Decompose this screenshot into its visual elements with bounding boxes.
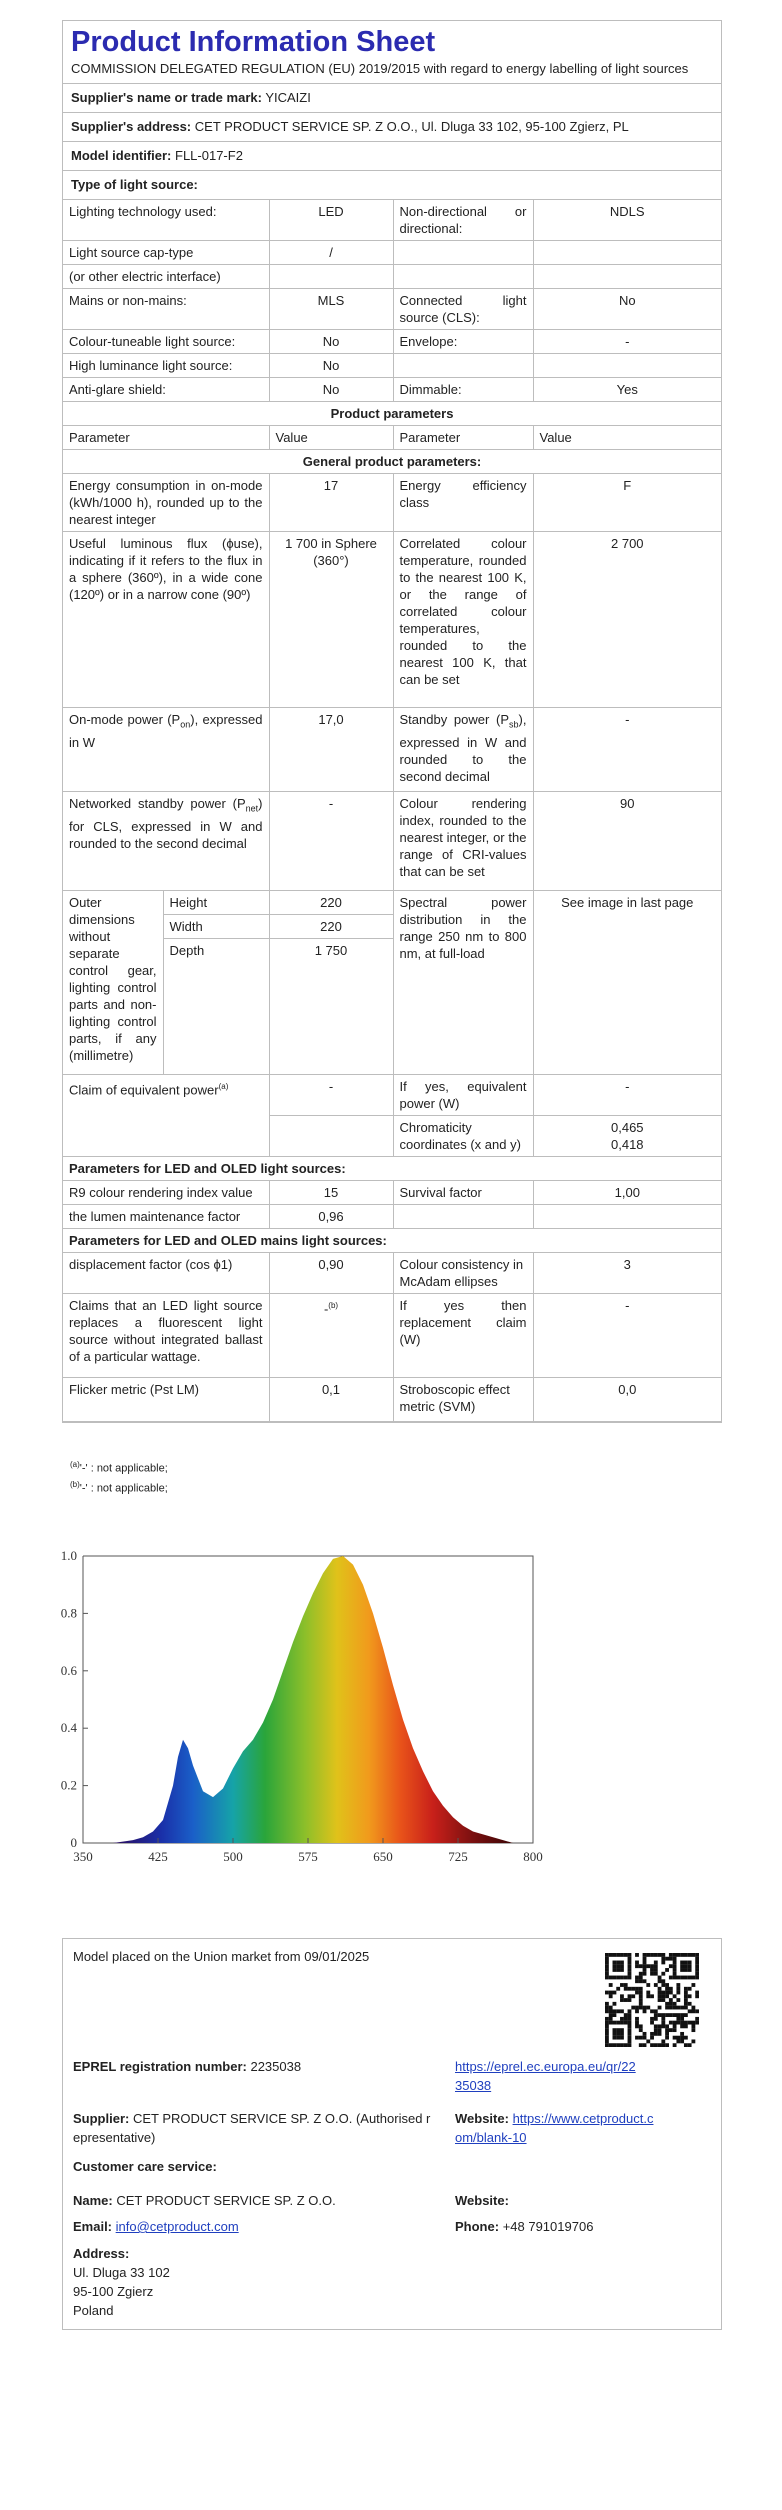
y-tick-label: 1.0 — [60, 1548, 77, 1563]
colour-temperature-label: Correlated colour temperature, rounded to the nearest 100 K, or the range of correlated colour temperatures, rounded to the nearest 100 K, that can be set — [393, 532, 533, 708]
displacement-factor-value: 0,90 — [269, 1253, 393, 1294]
supplier-address-label: Supplier's address: — [71, 119, 192, 134]
care-phone-row: Phone: +48 791019706 — [455, 2219, 594, 2234]
product-information-sheet — [62, 20, 722, 1423]
supplier-website-row: Website: https://www.cetproduct.c om/blank-10 — [455, 2111, 654, 2145]
type-value-2 — [533, 354, 721, 378]
networked-standby-label: Networked standby power $(P_{net})$ for CLS, expressed in W and rounded to the second decimal — [63, 792, 269, 891]
type-value-2: No — [533, 289, 721, 330]
depth-label: Depth — [163, 939, 269, 1075]
footer-panel — [62, 1938, 722, 2330]
x-tick-label: 350 — [73, 1849, 93, 1864]
colour-rendering-value: 90 — [533, 792, 721, 891]
x-tick-label: 650 — [373, 1849, 393, 1864]
luminous-flux-label: Useful luminous flux (ϕuse), indicating if it refers to the flux in a sphere (360º), in a wide cone (120º) or in a narrow cone (90º) — [63, 532, 269, 708]
market-date-text: Model placed on the Union market from 09/01/2025 — [73, 1949, 370, 1964]
claim-equivalent-power-value: - — [269, 1075, 393, 1116]
energy-efficiency-value: F — [533, 474, 721, 532]
eprel-link[interactable]: https://eprel.ec.europa.eu/qr/22 35038 — [455, 2059, 636, 2093]
y-tick-label: 0.6 — [60, 1662, 77, 1678]
type-row — [63, 265, 721, 289]
type-value-2 — [533, 241, 721, 265]
width-label: Width — [163, 915, 269, 939]
spectrum-area — [113, 1556, 513, 1843]
qr-code-icon[interactable] — [605, 1953, 699, 2047]
empty-cell — [269, 1116, 393, 1157]
equivalent-power-label: If yes, equivalent power (W) — [393, 1075, 533, 1116]
page-title: Product Information Sheet — [71, 26, 436, 58]
luminous-flux-value: 1 700 in Sphere (360°) — [269, 532, 393, 708]
y-tick-label: 0 — [70, 1835, 77, 1850]
type-label: Mains or non-mains: — [63, 289, 269, 330]
empty-cell — [393, 1205, 533, 1229]
product-parameters-heading: Product parameters — [63, 402, 721, 426]
care-website-label: Website: — [455, 2193, 509, 2208]
led-parameters-heading: Parameters for LED and OLED light sources: — [63, 1157, 721, 1181]
parameters-table — [63, 401, 721, 1422]
type-label: Anti-glare shield: — [63, 378, 269, 402]
eprel-row — [73, 2057, 301, 2076]
replacement-claim-label: Claims that an LED light source replaces a fluorescent light source without integrated ballast of a particular wattage. — [63, 1294, 269, 1378]
standby-power-label: Standby power $(P_{sb})$, expressed in W and rounded to the second decimal — [393, 708, 533, 792]
depth-value: 1 750 — [269, 939, 393, 1075]
colour-consistency-value: 3 — [533, 1253, 721, 1294]
type-label: Lighting technology used: — [63, 200, 269, 241]
x-tick-label: 425 — [148, 1849, 168, 1864]
type-value: No — [269, 378, 393, 402]
width-value: 220 — [269, 915, 393, 939]
type-label: Light source cap-type — [63, 241, 269, 265]
type-label-2: Dimmable: — [393, 378, 533, 402]
type-label: High luminance light source: — [63, 354, 269, 378]
supplier-name-label: Supplier's name or trade mark: — [71, 90, 262, 105]
stroboscopic-label: Stroboscopic effect metric (SVM) — [393, 1378, 533, 1422]
spectral-distribution-chart — [50, 1510, 570, 1870]
model-identifier-value: FLL-017-F2 — [175, 148, 243, 163]
type-value: No — [269, 330, 393, 354]
supplier-name-row — [63, 84, 721, 113]
col-parameter: Parameter — [63, 426, 269, 450]
equivalent-power-value: - — [533, 1075, 721, 1116]
spectral-distribution-label: Spectral power distribution in the range 250 nm to 800 nm, at full-load — [393, 891, 533, 1075]
type-value: LED — [269, 200, 393, 241]
energy-consumption-value: 17 — [269, 474, 393, 532]
type-value: No — [269, 354, 393, 378]
colour-rendering-label: Colour rendering index, rounded to the nearest integer, or the range of CRI-values that can be set — [393, 792, 533, 891]
y-tick-label: 0.4 — [60, 1720, 77, 1736]
type-label: Colour-tuneable light source: — [63, 330, 269, 354]
height-value: 220 — [269, 891, 393, 915]
type-value-2: - — [533, 330, 721, 354]
col-value: Value — [269, 426, 393, 450]
survival-factor-value: 1,00 — [533, 1181, 721, 1205]
care-address-block: Address: Ul. Dluga 33 102 95-100 Zgierz Poland — [73, 2246, 170, 2318]
x-tick-label: 800 — [523, 1849, 543, 1864]
y-tick-label: 0.2 — [60, 1777, 77, 1793]
chromaticity-value: 0,465 0,418 — [533, 1116, 721, 1157]
type-value — [269, 265, 393, 289]
email-link[interactable]: info@cetproduct.com — [115, 2219, 239, 2234]
supplier-row: Supplier: CET PRODUCT SERVICE SP. Z O.O. (Authorised r epresentative) — [73, 2111, 431, 2145]
type-value-2: Yes — [533, 378, 721, 402]
x-tick-label: 575 — [298, 1849, 318, 1864]
type-row — [63, 241, 721, 265]
general-parameters-heading: General product parameters: — [63, 450, 721, 474]
care-name-row: Name: CET PRODUCT SERVICE SP. Z O.O. — [73, 2193, 336, 2208]
type-row — [63, 354, 721, 378]
type-value-2 — [533, 265, 721, 289]
displacement-factor-label: displacement factor (cos ϕ1) — [63, 1253, 269, 1294]
type-value-2: NDLS — [533, 200, 721, 241]
mains-parameters-heading: Parameters for LED and OLED mains light sources: — [63, 1229, 721, 1253]
standby-power-value: - — [533, 708, 721, 792]
empty-cell — [533, 1205, 721, 1229]
spectral-distribution-value: See image in last page — [533, 891, 721, 1075]
y-tick-label: 0.8 — [60, 1605, 77, 1621]
supplier-website-link[interactable]: https://www.cetproduct.c — [512, 2111, 654, 2126]
type-label-2 — [393, 241, 533, 265]
replacement-claim-w-label: If yes then replacement claim (W) — [393, 1294, 533, 1378]
colour-consistency-label: Colour consistency in McAdam ellipses — [393, 1253, 533, 1294]
type-label-2 — [393, 265, 533, 289]
outer-dimensions-label: Outer dimensions without separate control gear, lighting control parts and non-lighting control parts, if any (millimetre) — [63, 891, 163, 1075]
stroboscopic-value: 0,0 — [533, 1378, 721, 1422]
eprel-label: EPREL registration number: — [73, 2059, 247, 2074]
flicker-metric-value: 0,1 — [269, 1378, 393, 1422]
colour-temperature-value: 2 700 — [533, 532, 721, 708]
on-mode-power-value: 17,0 — [269, 708, 393, 792]
energy-efficiency-label: Energy efficiency class — [393, 474, 533, 532]
on-mode-power-label: On-mode power $(P_{on})$, expressed in W — [63, 708, 269, 792]
lumen-maintenance-value: 0,96 — [269, 1205, 393, 1229]
type-of-light-source-heading: Type of light source: — [71, 177, 198, 192]
supplier-address-value: CET PRODUCT SERVICE SP. Z O.O., Ul. Dluga 33 102, 95-100 Zgierz, PL — [194, 119, 629, 134]
r9-value: 15 — [269, 1181, 393, 1205]
footnote-b: $^{(b)}$'-' : not applicable; — [70, 1480, 168, 1495]
networked-standby-value: - — [269, 792, 393, 891]
col-value-2: Value — [533, 426, 721, 450]
height-label: Height — [163, 891, 269, 915]
type-row — [63, 289, 721, 330]
supplier-website-link-2[interactable]: om/blank-10 — [455, 2130, 527, 2145]
customer-care-heading: Customer care service: — [73, 2159, 217, 2174]
x-tick-label: 500 — [223, 1849, 243, 1864]
type-label-2: Non-directional or directional: — [393, 200, 533, 241]
energy-consumption-label: Energy consumption in on-mode (kWh/1000 h), rounded up to the nearest integer — [63, 474, 269, 532]
flicker-metric-label: Flicker metric (Pst LM) — [63, 1378, 269, 1422]
replacement-claim-w-value: - — [533, 1294, 721, 1378]
type-label: (or other electric interface) — [63, 265, 269, 289]
type-label-2: Connected light source (CLS): — [393, 289, 533, 330]
col-parameter-2: Parameter — [393, 426, 533, 450]
claim-equivalent-power-label: Claim of equivalent power$^{(a)}$ — [63, 1075, 269, 1157]
chromaticity-label: Chromaticity coordinates (x and y) — [393, 1116, 533, 1157]
care-email-row: Email: info@cetproduct.com — [73, 2219, 239, 2234]
x-tick-label: 725 — [448, 1849, 468, 1864]
type-row — [63, 200, 721, 241]
model-identifier-row — [63, 142, 721, 171]
type-table — [63, 199, 721, 402]
type-label-2 — [393, 354, 533, 378]
model-identifier-label: Model identifier: — [71, 148, 172, 163]
eprel-value: 2235038 — [250, 2059, 302, 2074]
lumen-maintenance-label: the lumen maintenance factor — [63, 1205, 269, 1229]
replacement-claim-value: -$^{(b)}$ — [269, 1294, 393, 1378]
type-value: / — [269, 241, 393, 265]
type-row — [63, 378, 721, 402]
type-value: MLS — [269, 289, 393, 330]
type-label-2: Envelope: — [393, 330, 533, 354]
supplier-name-value: YICAIZI — [265, 90, 311, 105]
r9-label: R9 colour rendering index value — [63, 1181, 269, 1205]
survival-factor-label: Survival factor — [393, 1181, 533, 1205]
footnote-a: $^{(a)}$'-' : not applicable; — [70, 1460, 168, 1475]
type-row — [63, 330, 721, 354]
supplier-address-row — [63, 113, 721, 142]
regulation-subtitle: COMMISSION DELEGATED REGULATION (EU) 2019/2015 with regard to energy labelling of light sources — [63, 61, 721, 84]
